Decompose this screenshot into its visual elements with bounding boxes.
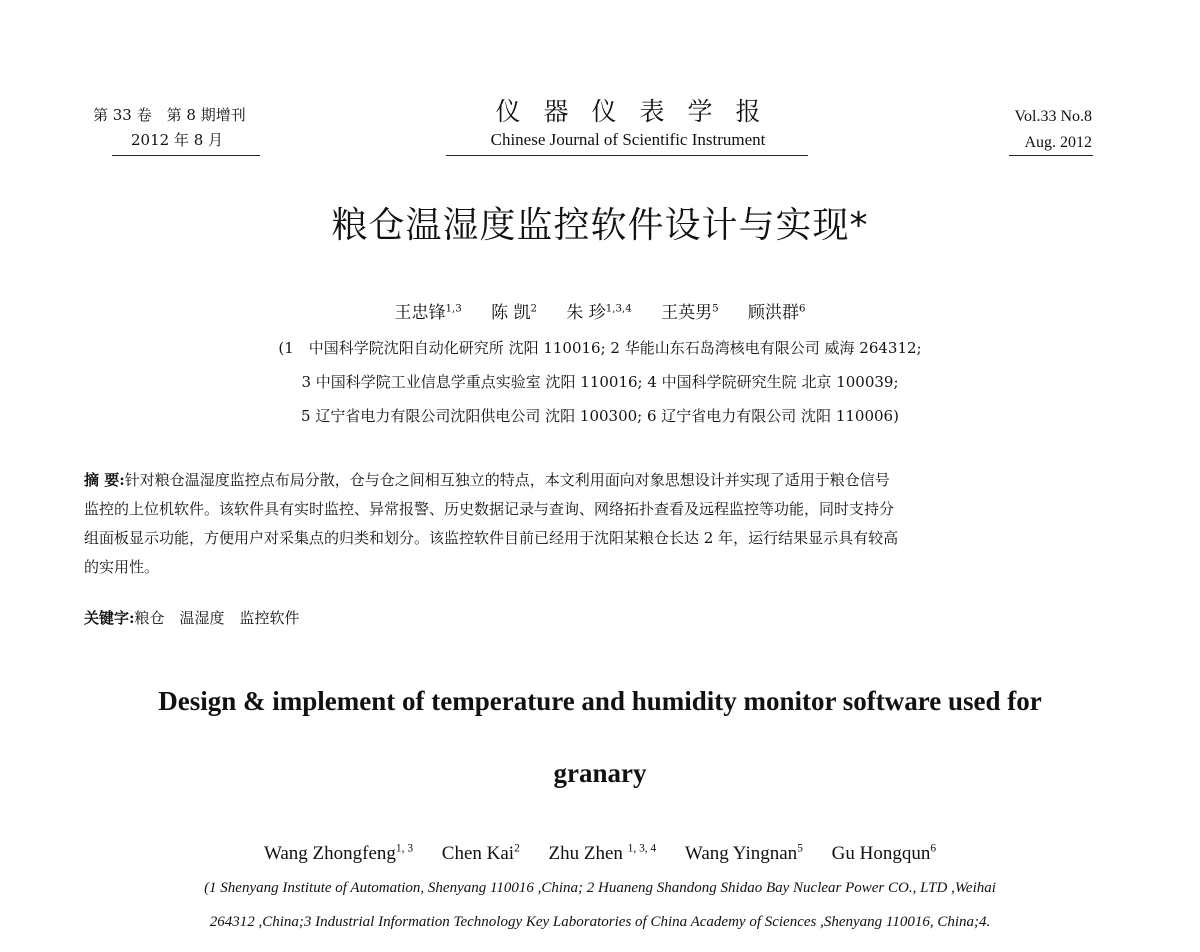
- abstract-line: 组面板显示功能，方便用户对采集点的归类和划分。该监控软件目前已经用于沈阳某粮仓长达 2 年，运行结果显示具有较高: [84, 529, 899, 547]
- keywords-value: 粮仓 温湿度 监控软件: [134, 609, 300, 627]
- affiliation-en-line: 264312 ,China;3 Industrial Information Technology Key Laboratories of China Academy of Sciences ,Shenyang 110016, China;4.: [209, 914, 991, 930]
- affiliation-cn-line: (1 中国科学院沈阳自动化研究所 沈阳 110016; 2 华能山东石岛湾核电有限公司 威海 264312;: [278, 339, 922, 357]
- affiliation-en-line: (1 Shenyang Institute of Automation, Shenyang 110016 ,China; 2 Huaneng Shandong Shidao Bay Nuclear Power CO., LTD ,Weihai: [204, 880, 996, 896]
- author-list-en: [0, 843, 1200, 865]
- keywords-label: 关键字:: [84, 609, 135, 627]
- abstract: [84, 466, 1106, 582]
- author-en: Gu Hongqun$^6$: [831, 842, 937, 864]
- author-en: Wang Zhongfeng$^{1, 3}$: [263, 842, 414, 864]
- author-cn: 王忠锋$^{1,3}$: [394, 303, 462, 323]
- keywords: [84, 607, 300, 628]
- journal-name-en: Chinese Journal of Scientific Instrument: [490, 130, 766, 149]
- header-rule-left: [112, 155, 260, 156]
- author-cn: 陈 凯$^2$: [491, 303, 537, 323]
- paper-title-en-line2: granary: [553, 758, 647, 788]
- volume-en: Vol.33 No.8: [1014, 108, 1092, 125]
- affiliation-cn-line: 5 辽宁省电力有限公司沈阳供电公司 沈阳 100300; 6 辽宁省电力有限公司 沈阳 110006): [301, 407, 899, 425]
- affiliation-cn-line: 3 中国科学院工业信息学重点实验室 沈阳 110016; 4 中国科学院研究生院 北京 100039;: [301, 373, 899, 391]
- date-en: Aug. 2012: [1024, 134, 1092, 151]
- header-rule-right: [1009, 155, 1093, 156]
- date-cn: 2012 年 8 月: [131, 131, 224, 149]
- author-cn: 朱 珍$^{1,3,4}$: [566, 303, 632, 323]
- abstract-line: 监控的上位机软件。该软件具有实时监控、异常报警、历史数据记录与查询、网络拓扑查看及远程监控等功能，同时支持分: [84, 500, 895, 518]
- header-volume-block: [93, 103, 246, 153]
- paper-title-cn: 粮仓温湿度监控软件设计与实现*: [331, 205, 869, 246]
- author-en: Zhu Zhen $^{1, 3, 4}$: [548, 842, 657, 864]
- author-en: Wang Yingnan$^5$: [684, 842, 803, 864]
- author-cn: 顾洪群$^6$: [748, 303, 806, 323]
- abstract-line: 的实用性。: [84, 558, 160, 576]
- journal-name-block: [440, 96, 816, 152]
- abstract-label: 摘 要:: [84, 471, 125, 489]
- author-en: Chen Kai$^2$: [441, 842, 520, 864]
- author-cn: 王英男$^5$: [661, 303, 719, 323]
- author-list-cn: [0, 298, 1200, 323]
- abstract-line: 针对粮仓温湿度监控点布局分散，仓与仓之间相互独立的特点，本文利用面向对象思想设计并实现了适用于粮仓信号: [124, 471, 890, 489]
- paper-title-en-line1: Design & implement of temperature and humidity monitor software used for: [158, 686, 1042, 716]
- header-volume-en-block: [1015, 104, 1093, 156]
- journal-name-cn: 仪器仪表学报: [495, 97, 784, 126]
- header-rule-center: [446, 155, 808, 156]
- volume-issue-cn: 第 33 卷 第 8 期增刊: [93, 106, 246, 124]
